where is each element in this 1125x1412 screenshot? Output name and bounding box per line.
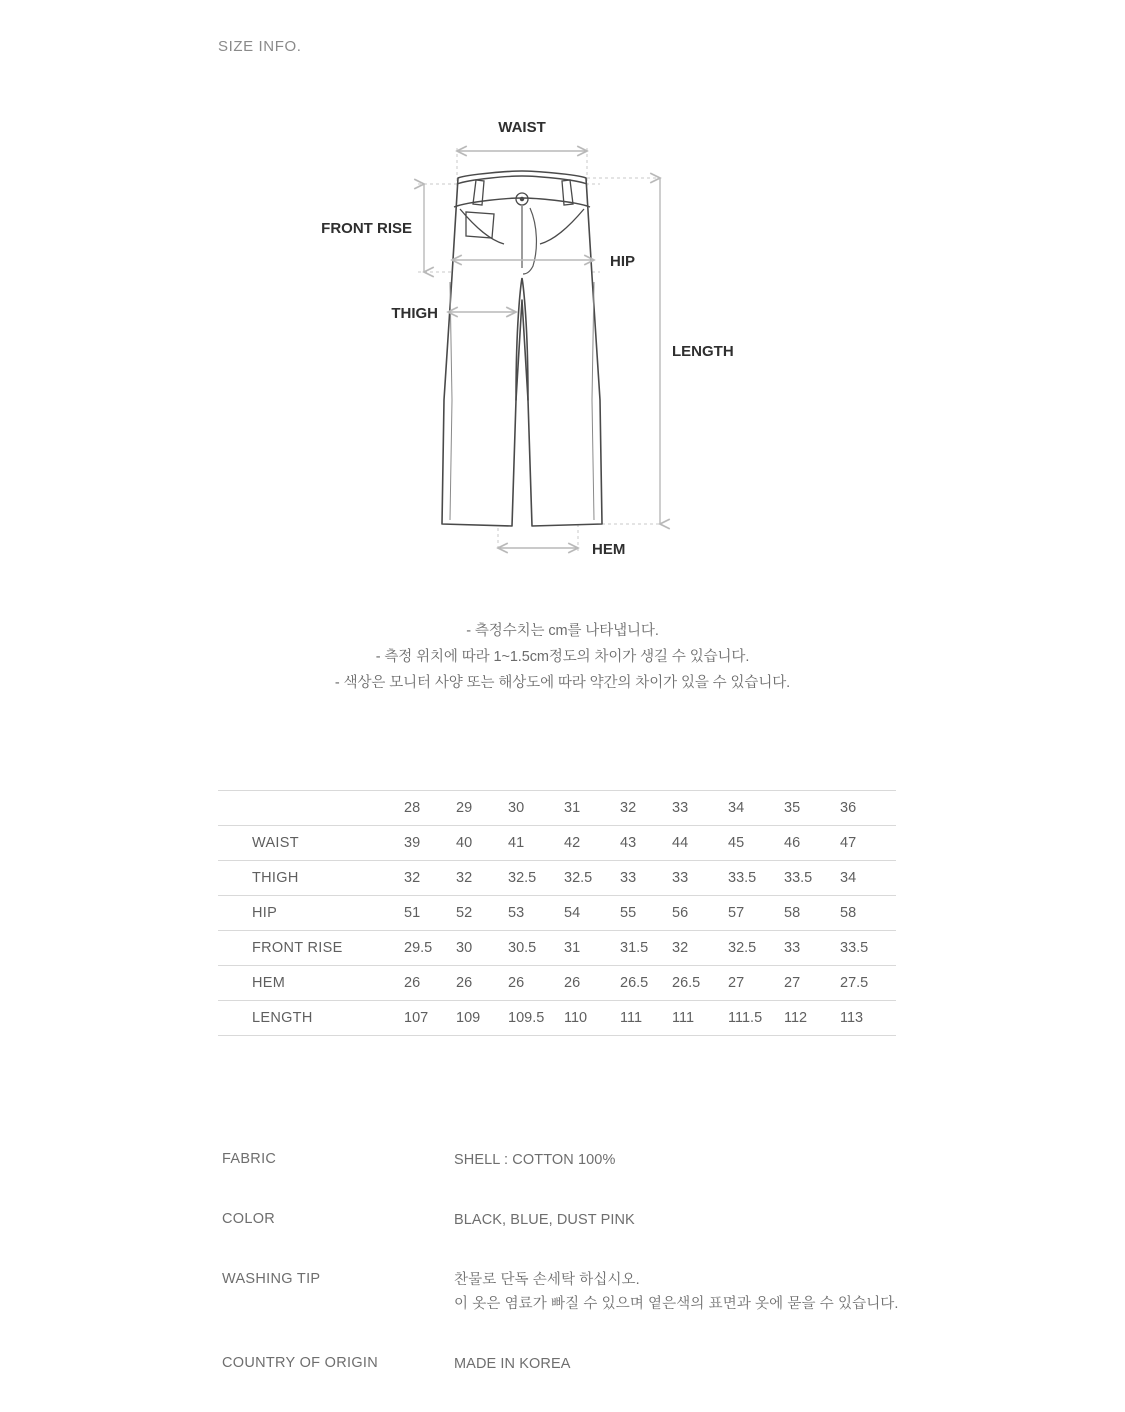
table-cell: 27 xyxy=(784,975,801,991)
table-row xyxy=(218,826,896,861)
table-cell: 51 xyxy=(404,905,421,921)
info-value-line: 찬물로 단독 손세탁 하십시오. xyxy=(454,1272,640,1288)
info-label: FABRIC xyxy=(222,1151,277,1167)
info-value-line: MADE IN KOREA xyxy=(454,1356,571,1372)
table-cell: 57 xyxy=(728,905,745,921)
label-hip: HIP xyxy=(610,253,636,270)
table-cell: 32.5 xyxy=(508,870,537,886)
table-cell: 34 xyxy=(840,870,857,886)
label-waist: WAIST xyxy=(498,119,546,136)
column-header: 36 xyxy=(840,800,857,816)
column-header: 29 xyxy=(456,800,473,816)
table-cell: 107 xyxy=(404,1010,429,1026)
table-cell: 41 xyxy=(508,835,525,851)
table-cell: 27.5 xyxy=(840,975,869,991)
table-cell: 26.5 xyxy=(672,975,701,991)
table-cell: 58 xyxy=(840,905,857,921)
table-cell: 40 xyxy=(456,835,473,851)
measurement-notes xyxy=(0,618,1125,696)
info-value xyxy=(454,1148,615,1172)
row-label: HIP xyxy=(252,905,278,921)
info-value-line: BLACK, BLUE, DUST PINK xyxy=(454,1212,635,1228)
info-label: WASHING TIP xyxy=(222,1271,321,1287)
column-header: 31 xyxy=(564,800,581,816)
table-row xyxy=(218,861,896,896)
column-header: 28 xyxy=(404,800,421,816)
table-header-row xyxy=(218,791,896,826)
product-info-list xyxy=(222,1148,982,1412)
note-line: - 색상은 모니터 사양 또는 해상도에 따라 약간의 차이가 있을 수 있습니다. xyxy=(334,675,791,691)
label-front-rise: FRONT RISE xyxy=(321,220,412,237)
table-cell: 32 xyxy=(404,870,421,886)
table-cell: 109.5 xyxy=(508,1010,545,1026)
table-corner-cell xyxy=(218,791,404,826)
table-cell: 52 xyxy=(456,905,473,921)
info-value xyxy=(454,1208,635,1232)
table-cell: 44 xyxy=(672,835,689,851)
table-cell: 33.5 xyxy=(728,870,757,886)
table-cell: 45 xyxy=(728,835,745,851)
label-hem: HEM xyxy=(592,541,626,558)
table-cell: 111.5 xyxy=(728,1010,763,1026)
column-header: 33 xyxy=(672,800,689,816)
column-header: 35 xyxy=(784,800,801,816)
table-cell: 30 xyxy=(456,940,473,956)
column-header: 34 xyxy=(728,800,745,816)
table-cell: 26 xyxy=(404,975,421,991)
row-label: FRONT RISE xyxy=(252,940,343,956)
table-cell: 33 xyxy=(672,870,689,886)
table-cell: 53 xyxy=(508,905,525,921)
table-cell: 46 xyxy=(784,835,801,851)
table-cell: 111 xyxy=(620,1010,643,1026)
info-row-fabric xyxy=(222,1148,982,1172)
size-table-container xyxy=(218,790,869,1036)
note-line: - 측정수치는 cm를 나타냅니다. xyxy=(466,623,659,639)
table-cell: 39 xyxy=(404,835,421,851)
table-cell: 42 xyxy=(564,835,581,851)
table-cell: 26 xyxy=(564,975,581,991)
info-row-country-of-origin xyxy=(222,1352,982,1376)
size-table xyxy=(218,790,896,1036)
info-row-color xyxy=(222,1208,982,1232)
table-cell: 113 xyxy=(840,1010,864,1026)
table-cell: 26.5 xyxy=(620,975,649,991)
table-cell: 111 xyxy=(672,1010,695,1026)
column-header: 30 xyxy=(508,800,525,816)
table-row xyxy=(218,1001,896,1036)
page-title: SIZE INFO. xyxy=(218,38,302,55)
table-cell: 47 xyxy=(840,835,857,851)
table-cell: 32 xyxy=(456,870,473,886)
table-cell: 109 xyxy=(456,1010,481,1026)
label-thigh: THIGH xyxy=(391,305,438,322)
pants-measurement-diagram xyxy=(300,100,780,600)
info-value xyxy=(454,1352,571,1376)
table-cell: 31 xyxy=(564,940,581,956)
info-value-line: 이 옷은 염료가 빠질 수 있으며 옅은색의 표면과 옷에 묻을 수 있습니다. xyxy=(454,1296,899,1312)
table-cell: 112 xyxy=(784,1010,808,1026)
table-row xyxy=(218,931,896,966)
table-cell: 31.5 xyxy=(620,940,649,956)
table-cell: 33.5 xyxy=(784,870,813,886)
table-cell: 33 xyxy=(784,940,801,956)
column-header: 32 xyxy=(620,800,637,816)
table-cell: 54 xyxy=(564,905,581,921)
info-label: COUNTRY OF ORIGIN xyxy=(222,1355,379,1371)
table-cell: 55 xyxy=(620,905,637,921)
note-line: - 측정 위치에 따라 1~1.5cm정도의 차이가 생길 수 있습니다. xyxy=(375,649,750,665)
table-cell: 32.5 xyxy=(564,870,593,886)
info-row-washing-tip xyxy=(222,1268,982,1316)
table-cell: 32.5 xyxy=(728,940,757,956)
table-cell: 32 xyxy=(672,940,689,956)
table-row xyxy=(218,896,896,931)
row-label: LENGTH xyxy=(252,1010,313,1026)
label-length: LENGTH xyxy=(672,343,734,360)
row-label: WAIST xyxy=(252,835,299,851)
table-cell: 33.5 xyxy=(840,940,869,956)
table-cell: 30.5 xyxy=(508,940,537,956)
table-cell: 110 xyxy=(564,1010,588,1026)
table-cell: 26 xyxy=(508,975,525,991)
table-cell: 58 xyxy=(784,905,801,921)
table-cell: 56 xyxy=(672,905,689,921)
info-value-line: SHELL : COTTON 100% xyxy=(454,1152,616,1168)
info-value xyxy=(454,1268,899,1316)
table-cell: 33 xyxy=(620,870,637,886)
table-cell: 26 xyxy=(456,975,473,991)
table-row xyxy=(218,966,896,1001)
info-label: COLOR xyxy=(222,1211,276,1227)
table-cell: 43 xyxy=(620,835,637,851)
table-cell: 29.5 xyxy=(404,940,433,956)
table-cell: 27 xyxy=(728,975,745,991)
row-label: HEM xyxy=(252,975,286,991)
row-label: THIGH xyxy=(252,870,299,886)
